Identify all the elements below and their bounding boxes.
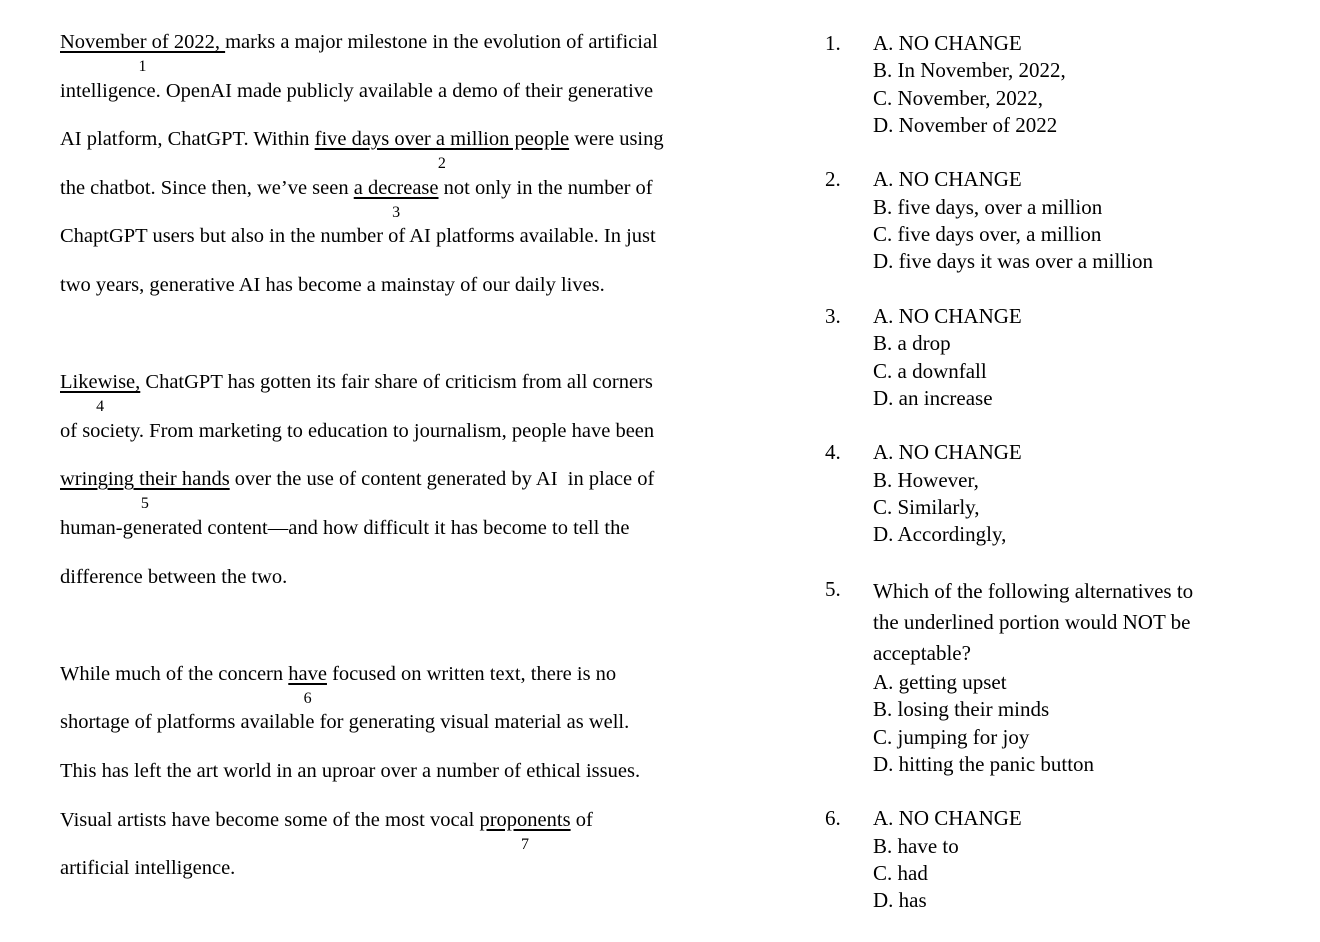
question-option: A. NO CHANGE [873,31,1022,55]
question-option: C. had [873,861,928,886]
question-option: B. a drop [873,331,951,356]
underlined-segment-4: Likewise, 4 [60,371,141,416]
passage-text: marks a major milestone in the evolution of artificial [225,31,658,53]
question-6 [825,805,1295,914]
question-body [873,303,1295,412]
questions-column [825,30,1295,942]
question-4 [825,439,1295,548]
question-option: D. November of 2022 [873,112,1058,137]
question-body [873,166,1295,275]
question-option: D. has [873,888,927,913]
question-body [873,30,1295,139]
question-option: B. However, [873,467,979,492]
question-option: D. an increase [873,385,993,410]
question-5 [825,576,1295,778]
question-option: C. jumping for joy [873,724,1030,749]
passage-line [60,358,780,416]
passage-line [60,747,780,796]
question-number: 2. [825,167,841,192]
passage-text: human-generated content—and how difficult it has become to tell the [60,516,630,539]
passage-line [60,553,780,602]
question-body [873,805,1295,914]
question-number: 6. [825,806,841,831]
question-option: D. five days it was over a million [873,249,1153,274]
passage-text: focused on written text, there is no [326,662,617,685]
passage-text: of [570,808,593,831]
passage-paragraph-3 [60,650,780,893]
passage-text: Visual artists have become some of the most vocal [60,808,480,831]
question-prompt-line: acceptable? [873,640,971,665]
question-option: D. Accordingly, [873,522,1007,547]
underline-marker-number: 2 [437,155,446,173]
underline-marker-number: 5 [140,495,149,513]
passage-text: were using [569,128,664,151]
passage-line [60,115,780,173]
question-number: 4. [825,440,841,465]
passage-column [60,18,780,893]
passage-text: While much of the concern [60,662,289,685]
question-prompt-line: the underlined portion would NOT be [873,609,1191,634]
question-option: C. a downfall [873,358,987,383]
passage-line [60,650,780,707]
passage-line [60,844,780,893]
question-option: D. hitting the panic button [873,751,1095,776]
underlined-segment-1: November of 2022, 1 [60,31,226,75]
underlined-segment-6: have 6 [288,662,327,707]
passage-text: two years, generative AI has become a mainstay of our daily lives. [60,273,605,296]
passage-text: ChatGPT has gotten its fair share of criticism from all corners [140,371,653,394]
passage-line [60,18,780,75]
passage-text: of society. From marketing to education to journalism, people have been [60,419,655,442]
passage-text: AI platform, ChatGPT. Within [60,128,315,151]
underline-marker-number: 6 [303,689,312,707]
question-option: B. have to [873,833,959,858]
passage-text: artificial intelligence. [60,857,236,880]
passage-line [60,261,780,310]
passage-line [60,455,780,513]
question-option: A. NO CHANGE [873,167,1022,192]
underlined-segment-5: wringing their hands 5 [60,468,230,513]
passage-paragraph-1 [60,18,780,310]
question-option: C. November, 2022, [873,85,1044,110]
question-option: B. losing their minds [873,697,1050,722]
passage-line [60,796,780,853]
question-option: A. NO CHANGE [873,303,1022,328]
passage-text: shortage of platforms available for generating visual material as well. [60,711,630,734]
passage-line [60,407,780,456]
question-2 [825,166,1295,275]
underlined-segment-7: proponents 7 [479,808,571,853]
passage-line [60,504,780,553]
passage-text: This has left the art world in an uproar over a number of ethical issues. [60,759,641,782]
question-option: C. five days over, a million [873,222,1102,247]
passage-line [60,67,780,116]
underline-marker-number: 3 [392,203,401,221]
passage-line [60,164,780,221]
passage-line [60,698,780,747]
question-option: B. In November, 2022, [873,58,1066,83]
underline-marker-number: 4 [96,398,105,416]
question-option: A. NO CHANGE [873,440,1022,465]
question-option: C. Similarly, [873,495,980,520]
question-3 [825,303,1295,412]
passage-text: ChaptGPT users but also in the number of AI platforms available. In just [60,225,656,248]
question-prompt-line: Which of the following alternatives to [873,578,1194,603]
underlined-segment-3: a decrease 3 [353,176,439,221]
passage-paragraph-2 [60,358,780,601]
passage-line [60,212,780,261]
question-1 [825,30,1295,139]
question-number: 1. [825,31,841,55]
question-body [873,576,1295,778]
question-option: B. five days, over a million [873,194,1103,219]
passage-text: intelligence. OpenAI made publicly available a demo of their generative [60,79,654,102]
passage-text: not only in the number of [438,176,653,199]
passage-text: the chatbot. Since then, we’ve seen [60,176,354,199]
passage-text: difference between the two. [60,565,288,588]
underline-marker-number: 7 [521,835,530,853]
question-number: 3. [825,303,841,328]
question-option: A. getting upset [873,669,1007,694]
underlined-segment-2: five days over a million people 2 [314,128,570,173]
question-option: A. NO CHANGE [873,806,1022,831]
question-body [873,439,1295,548]
question-number: 5. [825,576,841,601]
underline-marker-number: 1 [138,58,147,75]
passage-text: over the use of content generated by AI in place of [229,468,655,491]
